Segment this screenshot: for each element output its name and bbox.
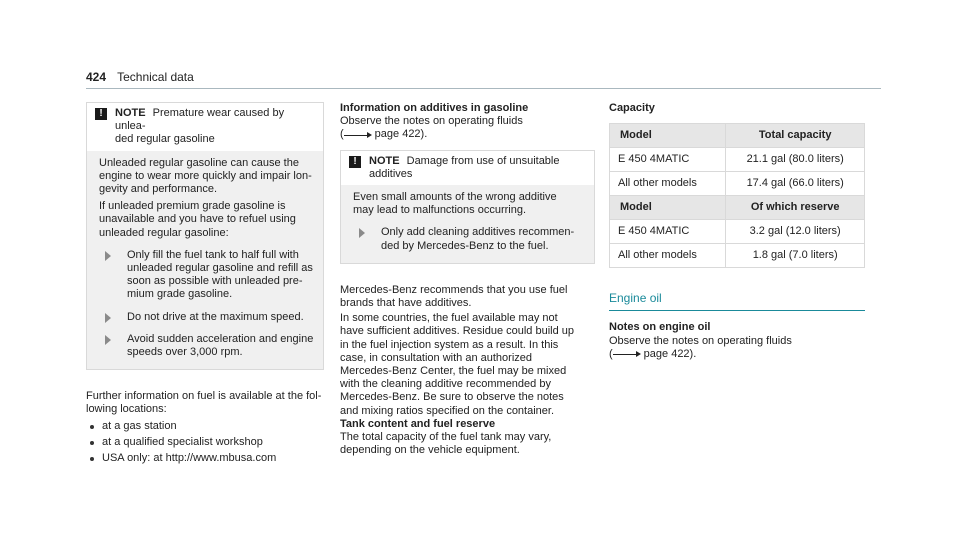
page-number: 424: [86, 70, 107, 84]
oil-notes: [609, 321, 865, 361]
location-list: [86, 420, 324, 466]
instruction-step: [353, 226, 586, 252]
note-body: [87, 151, 323, 370]
table-cell: 1.8 gal (7.0 liters): [726, 244, 865, 268]
text-line: ded by Mercedes-Benz to the fuel.: [381, 239, 549, 252]
text-line: (: [609, 347, 613, 360]
list-item: [86, 436, 324, 449]
table-header: Total capacity: [726, 124, 865, 148]
text-line: case, in consultation with an authorized: [340, 351, 533, 364]
note-box-premature-wear: [86, 102, 324, 370]
note-header: [87, 103, 323, 151]
instruction-step: [99, 249, 315, 302]
note-title: [115, 107, 317, 147]
note-title-line: Premature wear caused by unlea-: [115, 107, 285, 133]
oil-heading: Notes on engine oil: [609, 321, 711, 334]
column-3: [609, 102, 865, 361]
page-reference-arrow-icon: [613, 350, 641, 358]
text-line: unavailable and you have to refuel using: [99, 213, 296, 226]
text-line: Even small amounts of the wrong additive: [353, 191, 557, 204]
note-header: [341, 151, 594, 185]
text-line: soon as possible with unleaded pre-: [127, 275, 303, 288]
table-cell: All other models: [610, 244, 726, 268]
table-header: Model: [610, 124, 726, 148]
page-title: Technical data: [117, 70, 194, 84]
page-reference-link[interactable]: page 422).: [374, 128, 428, 141]
engine-oil-section: [609, 292, 865, 311]
table-cell: E 450 4MATIC: [610, 148, 726, 172]
table-header: Of which reserve: [726, 196, 865, 220]
bullet-icon: [90, 425, 94, 429]
note-box-additives: [340, 150, 595, 264]
step-arrow-icon: [359, 228, 371, 238]
text-line: Do not drive at the maximum speed.: [127, 310, 304, 323]
instruction-step: [99, 333, 315, 359]
column-1: [86, 102, 324, 465]
text-line: mium grade gasoline.: [127, 288, 233, 301]
text-line: unleaded regular gasoline and refill as: [127, 262, 313, 275]
text-line: lowing locations:: [86, 403, 167, 416]
note-title-line: ded regular gasoline: [115, 133, 215, 146]
table-cell: 17.4 gal (66.0 liters): [726, 172, 865, 196]
instruction-step: [99, 311, 315, 324]
countries-paragraph: [340, 312, 595, 418]
text-line: speeds over 3,000 rpm.: [127, 346, 243, 359]
table-cell: 3.2 gal (12.0 liters): [726, 220, 865, 244]
text-line: Unleaded regular gasoline can cause the: [99, 156, 299, 169]
list-item-text: at a gas station: [102, 419, 177, 432]
mbusa-link[interactable]: USA only: at http://www.mbusa.com: [102, 452, 277, 465]
note-paragraph: [353, 191, 586, 217]
text-line: Avoid sudden acceleration and engine: [127, 332, 314, 345]
text-line: Only add cleaning additives recommen-: [381, 226, 575, 239]
table-cell: 21.1 gal (80.0 liters): [726, 148, 865, 172]
text-line: Observe the notes on operating fluids: [340, 115, 523, 128]
list-item-text: at a qualified specialist workshop: [102, 435, 263, 448]
column-2: [340, 102, 595, 457]
note-paragraph: [99, 157, 315, 197]
table-header-row: [610, 196, 865, 220]
note-title: [369, 155, 560, 181]
note-body: [341, 185, 594, 263]
table-row: [610, 148, 865, 172]
table-cell: E 450 4MATIC: [610, 220, 726, 244]
text-line: Further information on fuel is available at the fol-: [86, 390, 322, 403]
engine-oil-title: Engine oil: [609, 291, 662, 306]
text-line: If unleaded premium grade gasoline is: [99, 200, 286, 213]
page-reference-arrow-icon: [344, 131, 372, 139]
text-line: with the cleaning additive recommended by: [340, 378, 551, 391]
capacity-heading: Capacity: [609, 102, 655, 114]
bullet-icon: [90, 441, 94, 445]
note-title-line: additives: [369, 167, 413, 180]
step-arrow-icon: [105, 335, 117, 345]
note-paragraph: [99, 200, 315, 240]
text-line: unleaded regular gasoline:: [99, 226, 229, 239]
table-header-row: [610, 124, 865, 148]
text-line: may lead to malfunctions occurring.: [353, 204, 527, 217]
page-header: [86, 71, 194, 85]
text-line: Mercedes-Benz Center, the fuel may be mixed: [340, 365, 567, 378]
total-capacity-table: [609, 123, 865, 268]
table-row: [610, 220, 865, 244]
observe-notes: [340, 115, 595, 141]
text-line: have sufficient additives. Residue could build up: [340, 325, 575, 338]
further-info: [86, 390, 324, 416]
text-line: (: [340, 128, 344, 141]
text-line: gevity and performance.: [99, 183, 218, 196]
text-line: Observe the notes on operating fluids: [609, 334, 792, 347]
note-label: NOTE: [369, 154, 400, 167]
text-line: brands that have additives.: [340, 297, 472, 310]
step-arrow-icon: [105, 313, 117, 323]
text-line: in the fuel injection system as a result. In this: [340, 338, 559, 351]
text-line: depending on the vehicle equipment.: [340, 444, 520, 457]
table-row: [610, 172, 865, 196]
text-line: In some countries, the fuel available may not: [340, 312, 558, 325]
bullet-icon: [90, 457, 94, 461]
text-line: The total capacity of the fuel tank may vary,: [340, 431, 552, 444]
note-title-line: Damage from use of unsuitable: [406, 154, 560, 167]
additives-heading: Information on additives in gasoline: [340, 102, 529, 114]
list-item: [86, 452, 324, 465]
text-line: Only fill the fuel tank to half full with: [127, 248, 299, 261]
text-line: and mixing ratios specified on the container.: [340, 404, 555, 417]
recommendation: [340, 284, 595, 310]
note-label: NOTE: [115, 107, 146, 119]
page-reference-link[interactable]: page 422).: [643, 347, 697, 360]
tank-heading: Tank content and fuel reserve: [340, 417, 496, 430]
section-divider: [609, 310, 865, 311]
step-arrow-icon: [105, 251, 117, 261]
table-cell: All other models: [610, 172, 726, 196]
table-header: Model: [610, 196, 726, 220]
table-row: [610, 244, 865, 268]
text-line: Mercedes-Benz. Be sure to observe the notes: [340, 391, 564, 404]
warning-icon: !: [95, 108, 107, 120]
warning-icon: !: [349, 156, 361, 168]
list-item: [86, 420, 324, 433]
text-line: Mercedes-Benz recommends that you use fuel: [340, 283, 568, 296]
tank-paragraph: [340, 431, 595, 457]
text-line: engine to wear more quickly and impair lon-: [99, 169, 312, 182]
header-divider: [86, 88, 881, 89]
